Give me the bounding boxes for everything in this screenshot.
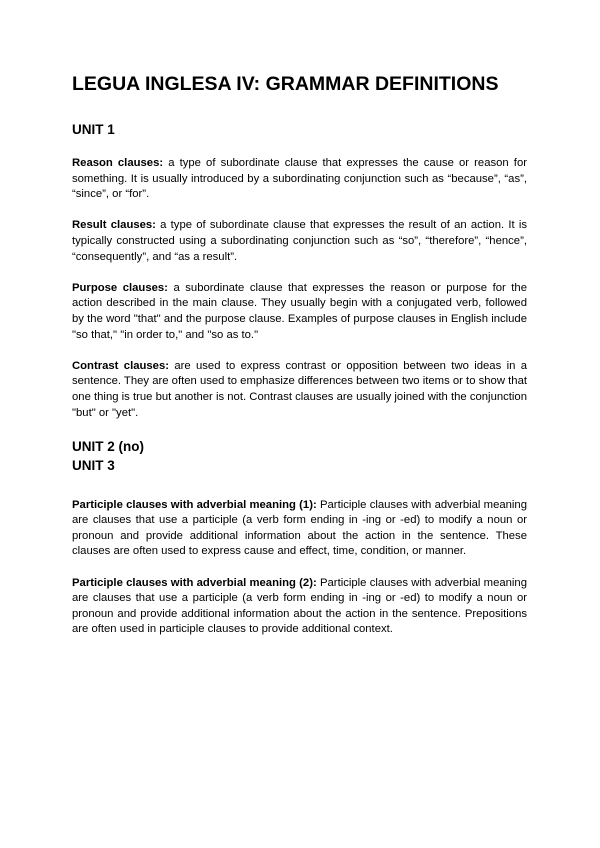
definition-term: Purpose clauses: [72,281,168,294]
definition-result-clauses [72,218,527,265]
definition-text: a type of subordinate clause that expresses the cause or reason for something. It is usually introduced by a subordinating conjunction such as “because”, “as”, “since”, or “for”. [72,157,527,201]
definition-text: a subordinate clause that expresses the reason or purpose for the action described in the main clause. They usually begin with a conjugated verb, followed by the word "that" and the purpose clause. Examples of purpose clauses in English include "so that," "in order to," and "so as to." [72,281,527,341]
definition-term: Participle clauses with adverbial meaning (2): [72,576,317,589]
unit-2-heading: UNIT 2 (no) [72,438,144,454]
unit-1-heading: UNIT 1 [72,122,115,137]
definition-participle-clauses-2 [72,576,527,638]
definition-participle-clauses-1 [72,498,527,560]
definition-term: Contrast clauses: [72,359,169,372]
definition-text: Participle clauses with adverbial meaning are clauses that use a participle (a verb form ending in -ing or -ed) to modify a noun or pronoun and provide additional information about the action in the sentence. These clauses are often used to express cause and effect, time, condition, or manner. [72,498,527,558]
definition-term: Reason clauses: [72,157,164,169]
unit-3-heading: UNIT 3 [72,457,115,473]
document-title: LEGUA INGLESA IV: GRAMMAR DEFINITIONS [72,73,499,95]
definition-text: are used to express contrast or opposition between two ideas in a sentence. They are often used to emphasize differences between two items or to show that one thing is true but another is not. Contrast clauses are usually joined with the conjunction "but" or "yet". [72,359,527,419]
definition-term: Participle clauses with adverbial meaning (1): [72,498,317,511]
document-page [72,70,527,654]
definition-term: Result clauses: [72,219,156,232]
definition-contrast-clauses [72,359,527,421]
definition-reason-clauses [72,156,527,203]
definition-purpose-clauses [72,281,527,343]
definition-text: a type of subordinate clause that expresses the result of an action. It is typically constructed using a subordinating conjunction such as “so”, “therefore”, “hence”, “consequently”, and “as a result”. [72,219,527,263]
definition-text: Participle clauses with adverbial meaning are clauses that use a participle (a verb form ending in -ing or -ed) to modify a noun or pronoun and provide additional information about the action in the sentence. Prepositions are often used in participle clauses to provide additional context. [72,576,527,636]
